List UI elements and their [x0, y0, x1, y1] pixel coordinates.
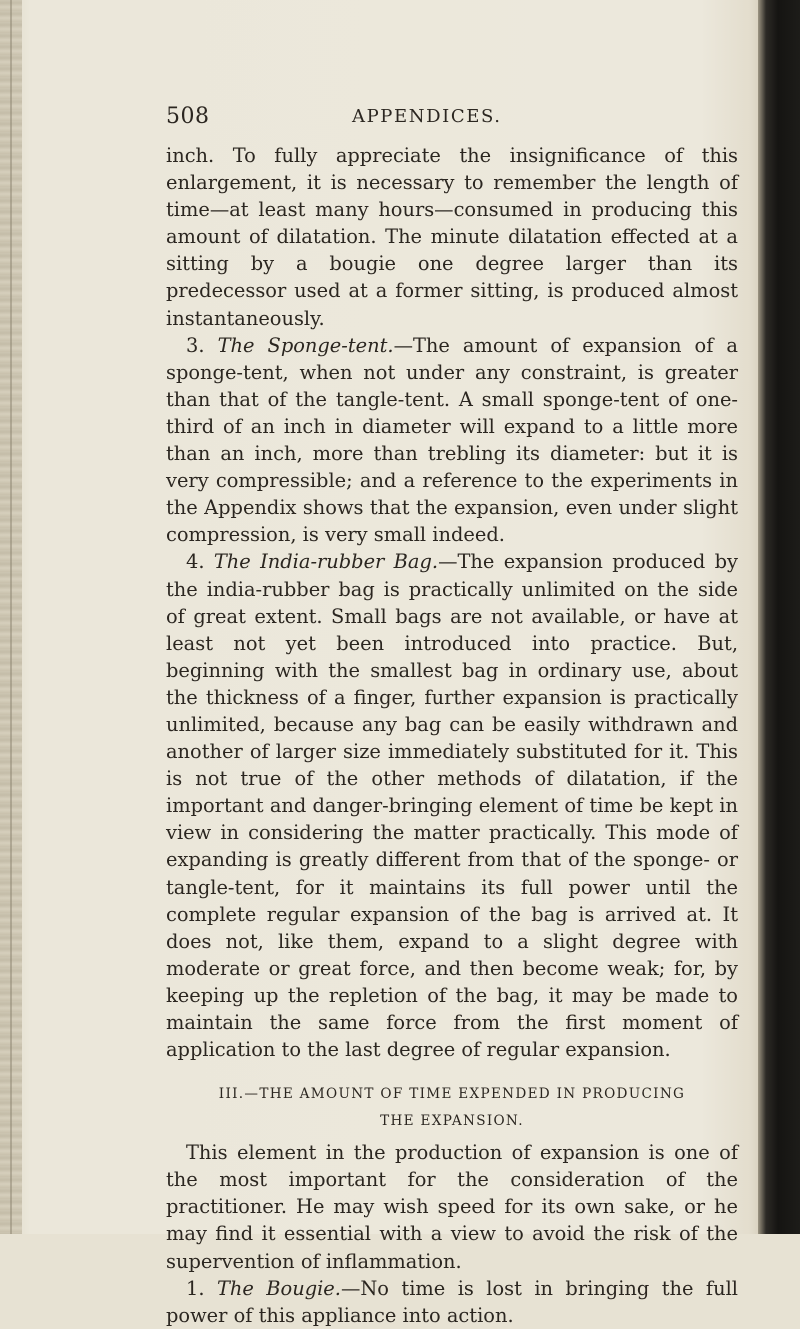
- item-title: The Sponge-tent.: [217, 333, 394, 357]
- item-number: 1.: [186, 1276, 205, 1300]
- page-number: 508: [166, 104, 210, 129]
- running-head: [0, 96, 800, 136]
- paragraph-sponge-tent: [166, 332, 738, 549]
- item-number: 4.: [186, 550, 205, 574]
- item-title: The India-rubber Bag.: [213, 550, 439, 574]
- item-text: —The expansion produced by the india-rubber bag is practically unlimited on the side of great extent. Small bags are not available, or have at least not yet been introduced into practice. But, beginning with the smallest bag in ordinary use, about the thickness of a finger, further expansion is practically unlimited, because any bag can be easily withdrawn and another of larger size immediately substituted for it. This is not true of the other methods of dilatation, if the important and danger-bringing element of time be kept in view in considering the matter practically. This mode of expanding is greatly different from that of the sponge- or tangle-tent, for it maintains its full power until the complete regular expansion of the bag is arrived at. It does not, like them, expand to a slight degree with moderate or great force, and then become weak; for, by keeping up the repletion of the bag, it may be made to maintain the same force from the first moment of application to the last degree of regular expansion.: [166, 550, 738, 1062]
- item-text: —The amount of expansion of a sponge-tent, when not under any constraint, is greater than that of the tangle-tent. A small sponge-tent of one-third of an inch in diameter will expand to a little more than an inch, more than trebling its diameter: but it is very compressible; and a reference to the experiments in the Appendix shows that the expansion, even under slight compression, is very small indeed.: [166, 333, 738, 547]
- paragraph-section-intro: This element in the production of expansion is one of the most important for the consideration of the practitioner. He may wish speed for its own sake, or he may find it essential with a view to avoid the risk of the supervention of inflammation.: [166, 1141, 738, 1273]
- running-title: APPENDICES.: [352, 106, 502, 127]
- item-text: —No time is lost in bringing the full power of this appliance into action.: [166, 1276, 738, 1327]
- binding-edge-line: [10, 0, 12, 1234]
- paragraph-india-rubber-bag: [166, 548, 738, 1063]
- body-text: [166, 142, 738, 1329]
- item-number: 3.: [186, 333, 205, 357]
- page-edge-shadow: [758, 0, 800, 1234]
- section-heading-line2: THE EXPANSION.: [380, 1113, 524, 1130]
- paragraph-bougie: [166, 1275, 738, 1329]
- section-heading-line1: III.—THE AMOUNT OF TIME EXPENDED IN PRODUCING: [218, 1086, 686, 1103]
- paragraph-continuation: inch. To fully appreciate the insignificance of this enlargement, it is necessary to remember the length of time—at least many hours—consumed in producing this amount of dilatation. The minute dilatation effected at a sitting by a bougie one degree larger than its predecessor used at a former sitting, is produced almost instantaneously.: [166, 144, 738, 330]
- item-title: The Bougie.: [216, 1276, 341, 1300]
